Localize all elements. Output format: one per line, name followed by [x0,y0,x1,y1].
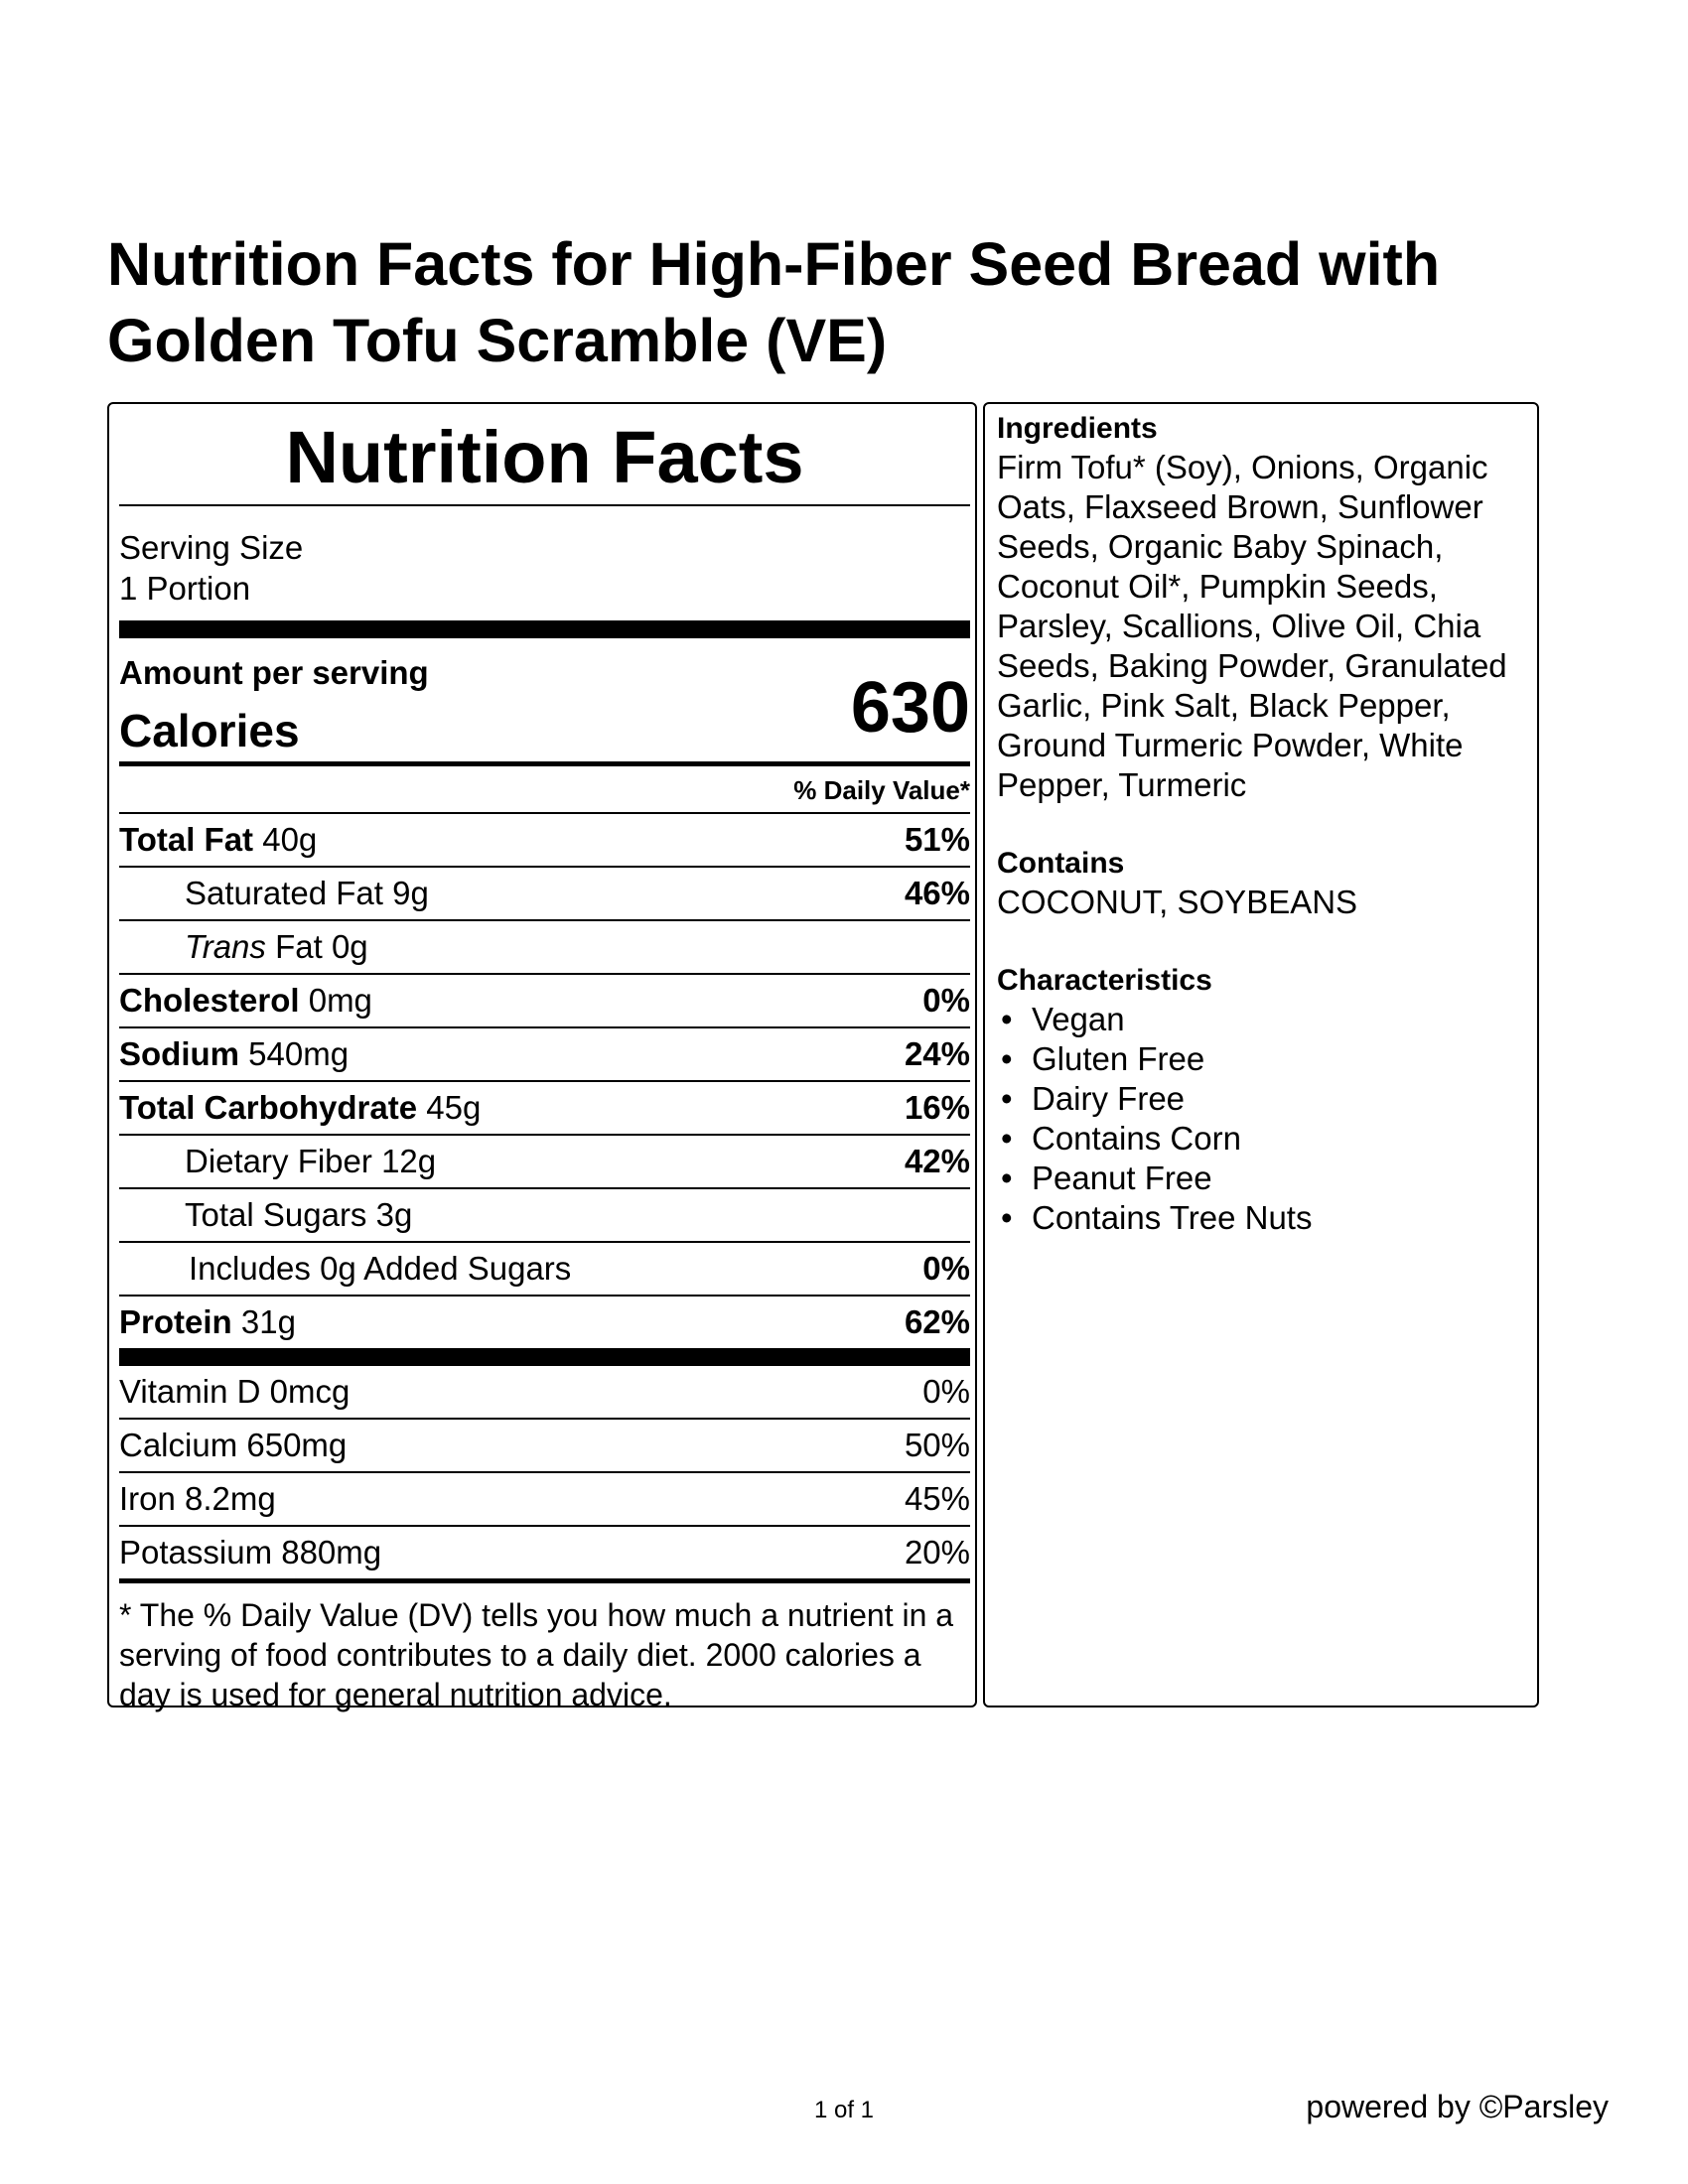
nutrition-facts-label [107,402,977,1712]
vitamin-row-calcium [119,1418,970,1471]
nutrient-row-dietary-fiber [119,1134,970,1187]
vitamin-row-vitamin-d [119,1366,970,1418]
serving-size [119,506,970,620]
nutrient-row-total-carbohydrate [119,1080,970,1134]
list-item: • Gluten Free [997,1039,1525,1079]
nutrient-name: Total Sugars 3g [185,1196,413,1233]
nutrient-dv: 0% [922,982,970,1019]
vitamin-dv: 0% [922,1373,970,1410]
vitamin-name: Vitamin D 0mcg [119,1373,351,1410]
ingredients-panel [983,402,1539,1707]
serving-size-label: Serving Size [119,529,304,566]
page-number: 1 of 1 [813,2097,875,2123]
nutrient-dv: 0% [922,1250,970,1287]
nutrient-dv: 42% [904,1143,970,1179]
contains-heading: Contains [997,847,1125,880]
thick-divider [119,620,970,638]
nutrient-dv: 46% [904,875,970,911]
daily-value-header: % Daily Value* [793,775,970,805]
nutrient-row-total-sugars [119,1187,970,1241]
thick-divider [119,1348,970,1366]
nutrient-dv: 16% [904,1089,970,1126]
list-item: • Contains Corn [997,1119,1525,1159]
nutrient-dv: 24% [904,1035,970,1072]
powered-by: powered by ©Parsley [1306,2089,1609,2124]
bullet-icon: • [1001,1080,1013,1117]
nutrient-row-total-fat [119,812,970,866]
list-item: • Dairy Free [997,1079,1525,1119]
vitamin-name: Potassium 880mg [119,1534,382,1570]
nutrition-facts-heading: Nutrition Facts [285,416,804,498]
vitamin-name: Iron 8.2mg [119,1480,276,1517]
nutrient-name: Sodium 540mg [119,1035,350,1072]
nutrient-row-sodium [119,1026,970,1080]
serving-size-value: 1 Portion [119,570,251,607]
nutrient-row-added-sugars [119,1241,970,1295]
vitamin-row-iron [119,1471,970,1525]
nutrient-row-trans-fat [119,919,970,973]
spacer [997,805,1525,845]
daily-value-footnote: * The % Daily Value (DV) tells you how much a nutrient in a serving of food contributes to a daily diet. 2000 calories a day is used for general nutrition advice. [119,1597,954,1712]
list-item: • Contains Tree Nuts [997,1198,1525,1238]
bullet-icon: • [1001,1120,1013,1157]
vitamin-dv: 45% [904,1480,970,1517]
ingredients-text: Firm Tofu* (Soy), Onions, Organic Oats, Flaxseed Brown, Sunflower Seeds, Organic Baby Spinach, Coconut Oil*, Pumpkin Seeds, Parsley, Scallions, Olive Oil, Chia Seeds, Baking Powder, Granulated Garlic, Pink Salt, Black Pepper, Ground Turmeric Powder, White Pepper, Turmeric [997,449,1507,803]
bullet-icon: • [1001,1040,1013,1077]
page-title: Nutrition Facts for High-Fiber Seed Bread with Golden Tofu Scramble (VE) [107,230,1441,374]
calories-block [119,638,970,761]
ingredients-heading: Ingredients [997,412,1158,445]
nutrient-name: Includes 0g Added Sugars [189,1250,572,1287]
contains-text: COCONUT, SOYBEANS [997,884,1358,920]
amount-per-serving: Amount per serving [119,654,429,691]
list-item: • Peanut Free [997,1159,1525,1198]
nutrient-dv: 51% [904,821,970,858]
list-item: • Vegan [997,1000,1525,1039]
vitamin-row-potassium [119,1525,970,1578]
calories-value: 630 [850,668,970,748]
nutrient-name: Total Fat 40g [119,821,318,858]
nutrient-dv: 62% [904,1303,970,1340]
nutrient-name: Cholesterol 0mg [119,982,372,1019]
bullet-icon: • [1001,1001,1013,1037]
vitamin-dv: 50% [904,1427,970,1463]
label-inner [119,404,970,1714]
bullet-icon: • [1001,1199,1013,1236]
nutrient-name: Trans Fat 0g [185,928,368,965]
vitamin-name: Calcium 650mg [119,1427,348,1463]
nutrient-name: Protein 31g [119,1303,296,1340]
nutrient-name: Total Carbohydrate 45g [119,1089,482,1126]
calories-label: Calories [119,705,300,756]
nutrient-name: Saturated Fat 9g [185,875,429,911]
spacer [997,922,1525,962]
characteristics-heading: Characteristics [997,964,1212,997]
bullet-icon: • [1001,1160,1013,1196]
nutrient-row-protein [119,1295,970,1348]
nutrient-row-cholesterol [119,973,970,1026]
vitamin-dv: 20% [904,1534,970,1570]
nutrient-name: Dietary Fiber 12g [185,1143,437,1179]
characteristics-list [997,1000,1525,1238]
nutrient-row-saturated-fat [119,866,970,919]
